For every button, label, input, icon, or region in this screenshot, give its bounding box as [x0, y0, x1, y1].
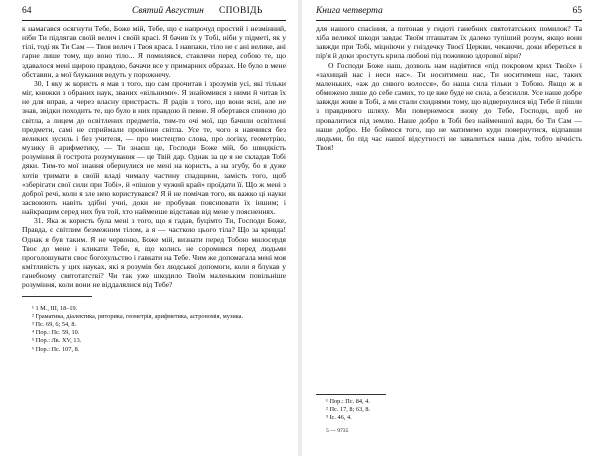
left-body-text [22, 24, 286, 290]
paragraph: 30. І яку ж користь я мав з того, що сам прочитав і зрозумів усі, які тільки міг, книжки з обраних наук, званих «вільними». Я знайомився з ними й читав їх не для вправ, а через власну пристрасть. Я радів з того, що вони ясні, але не знав, звідки походить те, що було в них правдою й певне. Я обертався спиною до світла, а лицем до освітлених предметів, тим-то очі мої, що бачили освітлені предмети, самі не сприймали проміння світла. Усе те, чого я навчився без великих зусиль і без учителя, — про мистецтво слова, про логіку, геометрію, музику й арифметику, — Ти знаєш це, Господи Боже мій, бо швидкість розуміння й гострота розумування — це Твій дар. Однак за це я не складав Тобі дяки. Тим-то мої знання обернулися не мені на користь, а на згубу, бо я дуже хотів тримати в своїй владі чималу частину спадщини, замість того, щоб «зберігати свої сили при Тобі», й «пішов у чужий край» проїдати її. Що ж мені з доброї речі, коли я зле нею користувався? Я й не помічав того, як важко ці науки засвоюють навіть здібні учні, доки не пробував пояснювати їх іншим; і найкращим серед них був той, хто найменше відставав від мене у поясненнях. [22, 78, 286, 217]
right-page [304, 0, 600, 456]
left-page [0, 0, 296, 456]
footnote: ³ Іс. 46, 4. [326, 414, 352, 422]
right-running-header [316, 5, 582, 19]
right-footnote-block [316, 388, 582, 435]
header-rule [316, 20, 582, 21]
paragraph: к намагався осягнути Тебе, Боже мій, Тебе, що є напрочуд простий і незмінний, ніби Ти підлягав своїй велич і своїй красі. Я бачив їх у Тобі, ніби у підметі, як у тілі, тоді як Ти Сам — Твоя велич і Твоя краса. І навпаки, тіло не є ані велике, ані гарне лише тому, що воно тіло... Я помилявся, ставлячи перед собою те, що здавалося мені щирою правдою, бачачи все у примарних образах. Не було в мене обставин, а мої блукання ведуть у порожнечу. [22, 24, 286, 79]
right-page-number: 65 [572, 6, 582, 16]
right-body-text [316, 24, 582, 152]
header-rule [22, 20, 286, 21]
footnote: ⁴ Пор.: Пс. 59, 10. [32, 329, 80, 337]
footnote: ² Пс. 17, 8; 63, 8. [326, 406, 371, 414]
footnote-rule [22, 296, 92, 297]
left-footnotes [22, 305, 286, 354]
paragraph: О Господи Боже наш, дозволь нам надіятися «під покровом крил Твоїх» і «захищай нас і неси нас». Ти носитимеш нас, Ти носитимеш нас, таких маленьких, «аж до сивого волосся», бо наша сила тільки з Тобою. Якщо ж я обмежено лише до себе самих, то це вже буде не сила, а безсилля. Усе наше добре завжди живе в Тобі, а ми стали схиднями тому, що відвернулися від Тебе й пішли з правдивого шляху. Ми повернемося знову до Тебе, Господи, щоб не провалитися під землю. Наше добро в Тобі без найменшої вади, бо Ти Сам — наше добро. Не боймося того, що не матимемо куди повернутися, відпавши людьми, бо під час нашої відсутності не завалиться наша дім, тобто вічність Твоя! [316, 60, 582, 153]
footnote: ⁶ Пор.: Пс. 107, 8. [32, 345, 80, 353]
printer-signature-mark: 5 — 9735 [326, 427, 349, 434]
running-header-chapter: Книга четверта [316, 6, 383, 16]
footnote: ³ Пс. 69, 6; 54, 8. [32, 320, 77, 328]
footnote: ² Граматика, діалектика, риторика, геометрія, арифметика, астрономія, музика. [32, 312, 244, 320]
footnote-rule [316, 394, 386, 395]
footnote: ⁵ Пор.: Лк. XV, 13. [32, 337, 82, 345]
book-gutter [298, 0, 302, 456]
left-running-header [22, 5, 286, 19]
right-footnotes [316, 398, 582, 435]
paragraph: для нашого спасіння, а потонав у гидоті ганебних святотатських помилок? Та хіба великої шкоди завдає Твоїм пташатам їх далеко тупіший розум, якщо вони завжди при Тобі, міцніючи у гніздечку Твоєї Церкви, чекаючи, доки вбереться в пір'я й доки зростуть крила любові під поживою здорової віри? [316, 24, 582, 61]
left-page-number: 64 [22, 6, 32, 16]
running-header-book-title: СПОВІДЬ [219, 6, 263, 16]
footnote: ¹ 1 М., ІІІ, 18–19. [32, 304, 78, 312]
footnote: ¹ Пор.: Пс. 84, 4. [326, 398, 370, 405]
paragraph: 31. Яка ж користь була мені з того, що я гадав, буцімто Ти, Господи Боже, Правда, є світлим безмежним тілом, а я — часткою цього тіла? Що за кривда! Однак я був таким. Я не червоню, Боже мій, визнати перед Тобою милосердя Твоє до мене і кликати Тебе, я, що колись не соромився перед людьми проголошувати своє богохульство і гавкати на Тебе. Чим же допомагала мені моя кмітливість у цих науках, які я розумів без людської допомоги, коли я блукав у ганебному святотатстві? Чи так уже шкодило Твоїм маленьким повільніше розуміння, коли вони не віддалялися від Тебе? [22, 216, 286, 290]
running-header-author: Святий Августин [132, 6, 204, 16]
